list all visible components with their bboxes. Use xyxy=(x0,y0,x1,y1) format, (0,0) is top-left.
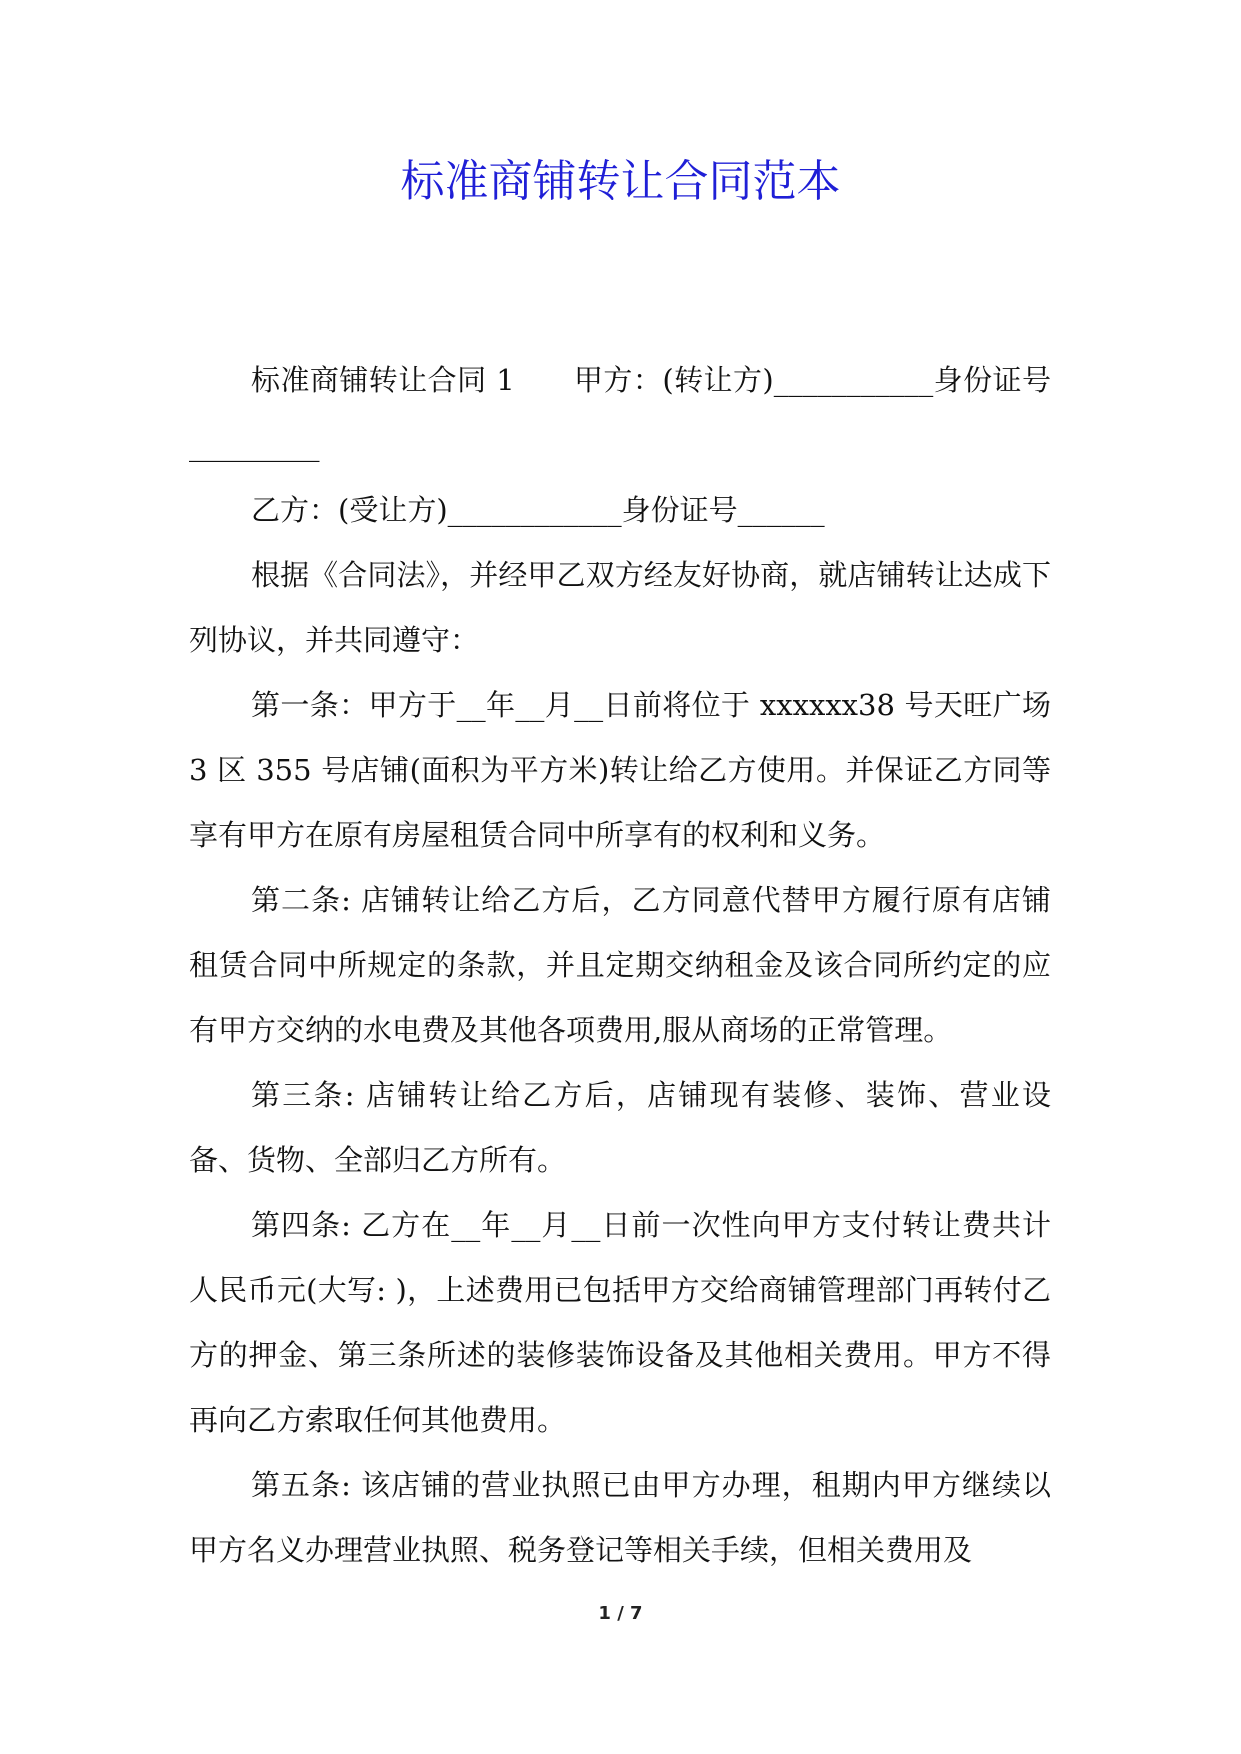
document-body xyxy=(189,348,1061,1583)
paragraph-parties-a: 标准商铺转让合同 1 甲方：(转让方)___________身份证号_________ xyxy=(189,363,1051,462)
document-title: 标准商铺转让合同范本 xyxy=(400,156,841,207)
paragraph-article-2: 第二条: 店铺转让给乙方后，乙方同意代替甲方履行原有店铺租赁合同中所规定的条款，并且定期交纳租金及该合同所约定的应有甲方交纳的水电费及其他各项费用,服从商场的正常管理。 xyxy=(189,883,1051,1047)
paragraph-article-1: 第一条：甲方于__年__月__日前将位于 xxxxxx38 号天旺广场 3 区 355 号店铺(面积为平方米)转让给乙方使用。并保证乙方同等享有甲方在原有房屋租赁合同中所享有的权利和义务。 xyxy=(189,688,1061,852)
paragraph-preamble: 根据《合同法》，并经甲乙双方经友好协商，就店铺转让达成下列协议，并共同遵守： xyxy=(189,558,1051,657)
paragraph-article-5: 第五条: 该店铺的营业执照已由甲方办理，租期内甲方继续以甲方名义办理营业执照、税务登记等相关手续，但相关费用及 xyxy=(189,1468,1051,1567)
page-number: 1 / 7 xyxy=(598,1603,643,1624)
paragraph-article-3: 第三条: 店铺转让给乙方后，店铺现有装修、装饰、营业设备、货物、全部归乙方所有。 xyxy=(189,1078,1051,1177)
paragraph-article-4: 第四条: 乙方在__年__月__日前一次性向甲方支付转让费共计人民币元(大写: )，上述费用已包括甲方交给商铺管理部门再转付乙方的押金、第三条所述的装修装饰设备及其他相关费用。甲方不得再向乙方索取任何其他费用。 xyxy=(189,1208,1051,1437)
paragraph-parties-b: 乙方：(受让方)____________身份证号______ xyxy=(251,493,825,527)
